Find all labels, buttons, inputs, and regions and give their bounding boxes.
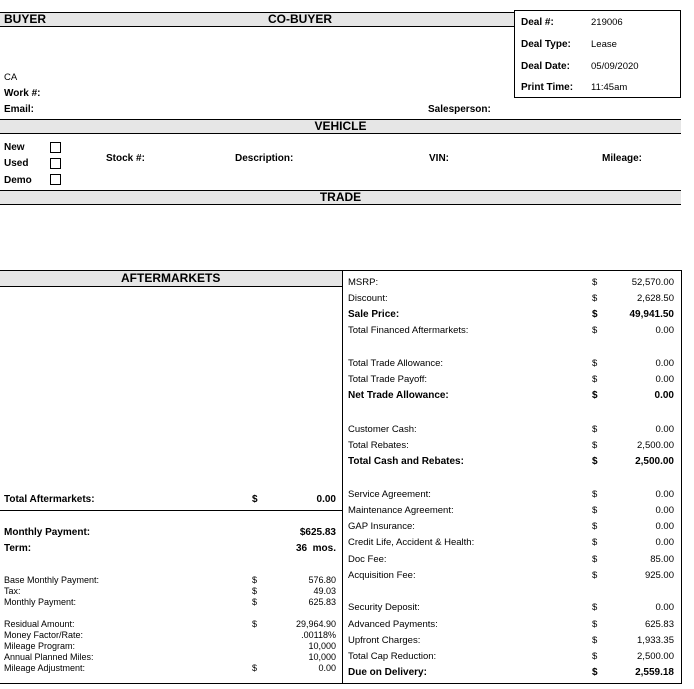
pricing-row-14-currency: $ — [592, 554, 598, 565]
description-label: Description: — [235, 153, 294, 164]
buyer-state: CA — [4, 72, 18, 83]
pricing-row-14-value: 85.00 — [650, 554, 674, 565]
pricing-row-1-currency: $ — [592, 293, 598, 304]
used-label: Used — [4, 158, 29, 169]
pricing-row-8-currency: $ — [592, 440, 598, 451]
deal-type-value: Lease — [591, 39, 617, 50]
base-payment-value: 576.80 — [308, 575, 336, 585]
pricing-row-12-label: GAP Insurance: — [348, 521, 415, 532]
mileage-label: Mileage: — [602, 153, 643, 164]
pricing-row-1-value: 2,628.50 — [637, 293, 674, 304]
pricing-row-13-label: Credit Life, Accident & Health: — [348, 537, 475, 548]
mileage-program-value: 10,000 — [308, 641, 336, 651]
pricing-row-2-label: Sale Price: — [348, 309, 400, 320]
monthly-payment-2-label: Monthly Payment: — [4, 597, 77, 607]
pricing-row-10-label: Service Agreement: — [348, 489, 431, 500]
aftermarkets-title: AFTERMARKETS — [121, 271, 221, 285]
pricing-row-3-label: Total Financed Aftermarkets: — [348, 325, 469, 336]
tax-value: 49.03 — [313, 586, 336, 596]
mileage-adjustment-value: 0.00 — [318, 663, 336, 673]
total-aftermarkets-currency: $ — [252, 494, 258, 505]
pricing-row-15-value: 925.00 — [644, 570, 674, 581]
pricing-row-13-currency: $ — [592, 537, 598, 548]
pricing-row-19-value: 2,500.00 — [637, 651, 674, 662]
used-checkbox[interactable] — [50, 158, 61, 169]
pricing-row-8-label: Total Rebates: — [348, 440, 409, 451]
pricing-row-7-value: 0.00 — [655, 424, 674, 435]
pricing-row-11-currency: $ — [592, 505, 598, 516]
print-time-label: Print Time: — [521, 82, 574, 93]
pricing-row-18-currency: $ — [592, 635, 598, 646]
monthly-payment-2-currency: $ — [252, 597, 258, 607]
mileage-adjustment-currency: $ — [252, 663, 258, 673]
pricing-row-5-currency: $ — [592, 374, 598, 385]
money-factor-value: .00118% — [301, 630, 336, 640]
pricing-row-4-value: 0.00 — [655, 358, 674, 369]
pricing-row-9-value: 2,500.00 — [635, 456, 674, 467]
aftermarkets-divider — [0, 510, 342, 511]
total-aftermarkets-label: Total Aftermarkets: — [4, 494, 95, 505]
mileage-program-label: Mileage Program: — [4, 641, 76, 651]
pricing-row-0-currency: $ — [592, 277, 598, 288]
pricing-row-12-currency: $ — [592, 521, 598, 532]
pricing-row-20-currency: $ — [592, 667, 598, 678]
pricing-row-9-currency: $ — [592, 456, 598, 467]
new-checkbox[interactable] — [50, 142, 61, 153]
pricing-row-0-label: MSRP: — [348, 277, 379, 288]
base-payment-label: Base Monthly Payment: — [4, 575, 100, 585]
salesperson-label: Salesperson: — [428, 104, 491, 115]
pricing-row-10-currency: $ — [592, 489, 598, 500]
pricing-row-20-value: 2,559.18 — [635, 667, 674, 678]
right-border — [681, 270, 682, 684]
pricing-row-1-label: Discount: — [348, 293, 388, 304]
residual-label: Residual Amount: — [4, 619, 75, 629]
pricing-row-8-value: 2,500.00 — [637, 440, 674, 451]
pricing-row-16-label: Security Deposit: — [348, 602, 420, 613]
vehicle-header: VEHICLE — [0, 119, 681, 134]
demo-label: Demo — [4, 175, 32, 186]
pricing-row-11-label: Maintenance Agreement: — [348, 505, 454, 516]
pricing-row-19-label: Total Cap Reduction: — [348, 651, 437, 662]
pricing-row-2-value: 49,941.50 — [629, 309, 674, 320]
term-label: Term: — [4, 543, 32, 554]
pricing-row-12-value: 0.00 — [655, 521, 674, 532]
money-factor-label: Money Factor/Rate: — [4, 630, 84, 640]
print-time-value: 11:45am — [591, 82, 628, 93]
trade-header: TRADE — [0, 190, 681, 205]
cobuyer-label: CO-BUYER — [268, 12, 333, 26]
buyer-label: BUYER — [4, 12, 47, 26]
pricing-row-3-currency: $ — [592, 325, 598, 336]
pricing-row-2-currency: $ — [592, 309, 598, 320]
pricing-row-4-currency: $ — [592, 358, 598, 369]
center-divider — [342, 270, 343, 684]
deal-date-label: Deal Date: — [521, 61, 570, 72]
monthly-payment-2-value: 625.83 — [308, 597, 336, 607]
deal-date-value: 05/09/2020 — [591, 61, 639, 72]
pricing-row-9-label: Total Cash and Rebates: — [348, 456, 464, 467]
pricing-row-16-currency: $ — [592, 602, 598, 613]
pricing-row-6-label: Net Trade Allowance: — [348, 390, 449, 401]
pricing-row-7-currency: $ — [592, 424, 598, 435]
pricing-row-10-value: 0.00 — [655, 489, 674, 500]
pricing-row-5-value: 0.00 — [655, 374, 674, 385]
demo-checkbox[interactable] — [50, 174, 61, 185]
monthly-payment-value: $625.83 — [299, 527, 336, 538]
residual-value: 29,964.90 — [295, 619, 336, 629]
deal-number-value: 219006 — [591, 17, 623, 28]
monthly-payment-label: Monthly Payment: — [4, 527, 91, 538]
email-label: Email: — [4, 104, 35, 115]
stock-label: Stock #: — [106, 153, 145, 164]
pricing-row-5-label: Total Trade Payoff: — [348, 374, 428, 385]
pricing-row-17-label: Advanced Payments: — [348, 619, 438, 630]
pricing-row-17-currency: $ — [592, 619, 598, 630]
tax-label: Tax: — [4, 586, 21, 596]
annual-miles-label: Annual Planned Miles: — [4, 652, 94, 662]
pricing-row-16-value: 0.00 — [655, 602, 674, 613]
pricing-row-0-value: 52,570.00 — [631, 277, 674, 288]
bottom-border — [0, 683, 682, 684]
deal-type-label: Deal Type: — [521, 39, 571, 50]
pricing-row-17-value: 625.83 — [644, 619, 674, 630]
pricing-row-3-value: 0.00 — [655, 325, 674, 336]
pricing-row-7-label: Customer Cash: — [348, 424, 417, 435]
residual-currency: $ — [252, 619, 258, 629]
pricing-row-6-currency: $ — [592, 390, 598, 401]
pricing-row-18-value: 1,933.35 — [637, 635, 674, 646]
buyer-header-bar — [0, 12, 514, 27]
annual-miles-value: 10,000 — [308, 652, 336, 662]
new-label: New — [4, 142, 25, 153]
pricing-row-6-value: 0.00 — [654, 390, 674, 401]
work-phone-label: Work #: — [4, 88, 41, 99]
vin-label: VIN: — [429, 153, 449, 164]
deal-number-label: Deal #: — [521, 17, 554, 28]
term-value: 36 mos. — [295, 543, 336, 554]
total-aftermarkets-value: 0.00 — [316, 494, 336, 505]
pricing-row-13-value: 0.00 — [655, 537, 674, 548]
tax-currency: $ — [252, 586, 258, 596]
base-payment-currency: $ — [252, 575, 258, 585]
pricing-row-18-label: Upfront Charges: — [348, 635, 421, 646]
mileage-adjustment-label: Mileage Adjustment: — [4, 663, 86, 673]
pricing-row-20-label: Due on Delivery: — [348, 667, 427, 678]
pricing-row-14-label: Doc Fee: — [348, 554, 387, 565]
pricing-row-4-label: Total Trade Allowance: — [348, 358, 444, 369]
pricing-row-15-label: Acquisition Fee: — [348, 570, 416, 581]
pricing-row-11-value: 0.00 — [655, 505, 674, 516]
pricing-row-15-currency: $ — [592, 570, 598, 581]
pricing-row-19-currency: $ — [592, 651, 598, 662]
